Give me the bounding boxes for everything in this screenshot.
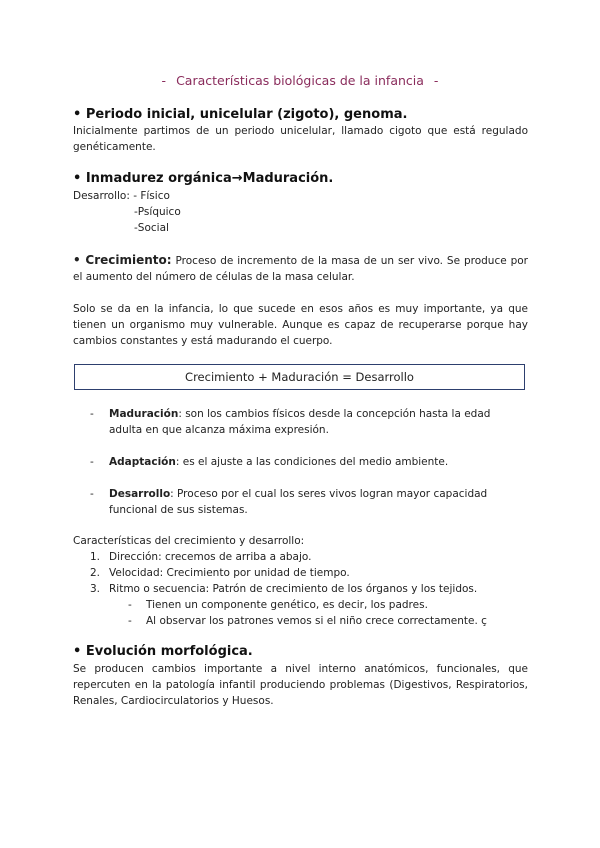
list-number: 2.	[90, 567, 101, 579]
list-item	[90, 565, 350, 581]
definition-dash: -	[90, 456, 94, 468]
desarrollo-item-fisico: Desarrollo: - Físico	[73, 190, 170, 202]
definition-adaptacion	[90, 454, 520, 470]
section-para-infancia: Solo se da en la infancia, lo que sucede en esos años es muy importante, ya que tienen un organismo muy vulnerable. Aunque es capaz de recuperarse porque hay cambios constantes y está madurando el cuerpo.	[73, 303, 528, 347]
sub-list-item	[128, 613, 487, 629]
formula-box: Crecimiento + Maduración = Desarrollo	[74, 364, 525, 390]
section-heading-inmadurez: • Inmadurez orgánica→Maduración.	[73, 171, 334, 186]
section-body-evolucion: Se producen cambios importante a nivel interno anatómicos, funcionales, que repercuten en la patología infantil produciendo problemas (Digestivos, Respiratorios, Renales, Cardiocirculatorios y Huesos.	[73, 663, 528, 707]
definition-term: Maduración	[109, 408, 179, 420]
desarrollo-item-psiquico: -Psíquico	[134, 206, 181, 218]
definition-dash: -	[90, 408, 94, 420]
definition-desarrollo	[90, 486, 520, 518]
list-item	[90, 549, 311, 565]
list-item	[90, 581, 477, 597]
page-title	[0, 73, 600, 88]
sub-list-dash: -	[128, 599, 132, 611]
section-heading-crecimiento: • Crecimiento:	[73, 253, 172, 267]
list-text: Velocidad: Crecimiento por unidad de tiempo.	[109, 567, 350, 579]
definition-maduracion	[90, 406, 520, 438]
definition-term: Desarrollo	[109, 488, 171, 500]
definition-text: : son los cambios físicos desde la concepción hasta la edad adulta en que alcanza máxima expresión.	[109, 408, 491, 436]
title-dash-right: -	[433, 73, 439, 88]
title-dash-left: -	[161, 73, 167, 88]
sub-list-dash: -	[128, 615, 132, 627]
definition-text: : Proceso por el cual los seres vivos logran mayor capacidad funcional de sus sistemas.	[109, 488, 488, 516]
section-heading-evolucion: • Evolución morfológica.	[73, 644, 253, 659]
list-text: Dirección: crecemos de arriba a abajo.	[109, 551, 312, 563]
section-heading-periodo-inicial: • Periodo inicial, unicelular (zigoto), genoma.	[73, 107, 408, 122]
section-body-crecimiento: Proceso de incremento de la masa de un ser vivo. Se produce por el aumento del número de células de la masa celular.	[73, 255, 529, 283]
list-text: Ritmo o secuencia: Patrón de crecimiento de los órganos y los tejidos.	[109, 583, 478, 595]
definition-dash: -	[90, 488, 94, 500]
sub-list-item	[128, 597, 428, 613]
characteristics-intro: Características del crecimiento y desarrollo:	[73, 535, 305, 547]
definition-term: Adaptación	[109, 456, 176, 468]
sub-list-text: Tienen un componente genético, es decir, los padres.	[146, 599, 428, 611]
list-number: 1.	[90, 551, 101, 563]
section-body-periodo-inicial: Inicialmente partimos de un periodo unicelular, llamado cigoto que está regulado genéticamente.	[73, 125, 528, 153]
desarrollo-item-social: -Social	[134, 222, 169, 234]
section-crecimiento	[73, 252, 528, 285]
definition-text: : es el ajuste a las condiciones del medio ambiente.	[175, 456, 449, 468]
sub-list-text: Al observar los patrones vemos si el niño crece correctamente. ç	[146, 615, 487, 627]
title-text: Características biológicas de la infancia	[176, 73, 424, 88]
list-number: 3.	[90, 583, 101, 595]
